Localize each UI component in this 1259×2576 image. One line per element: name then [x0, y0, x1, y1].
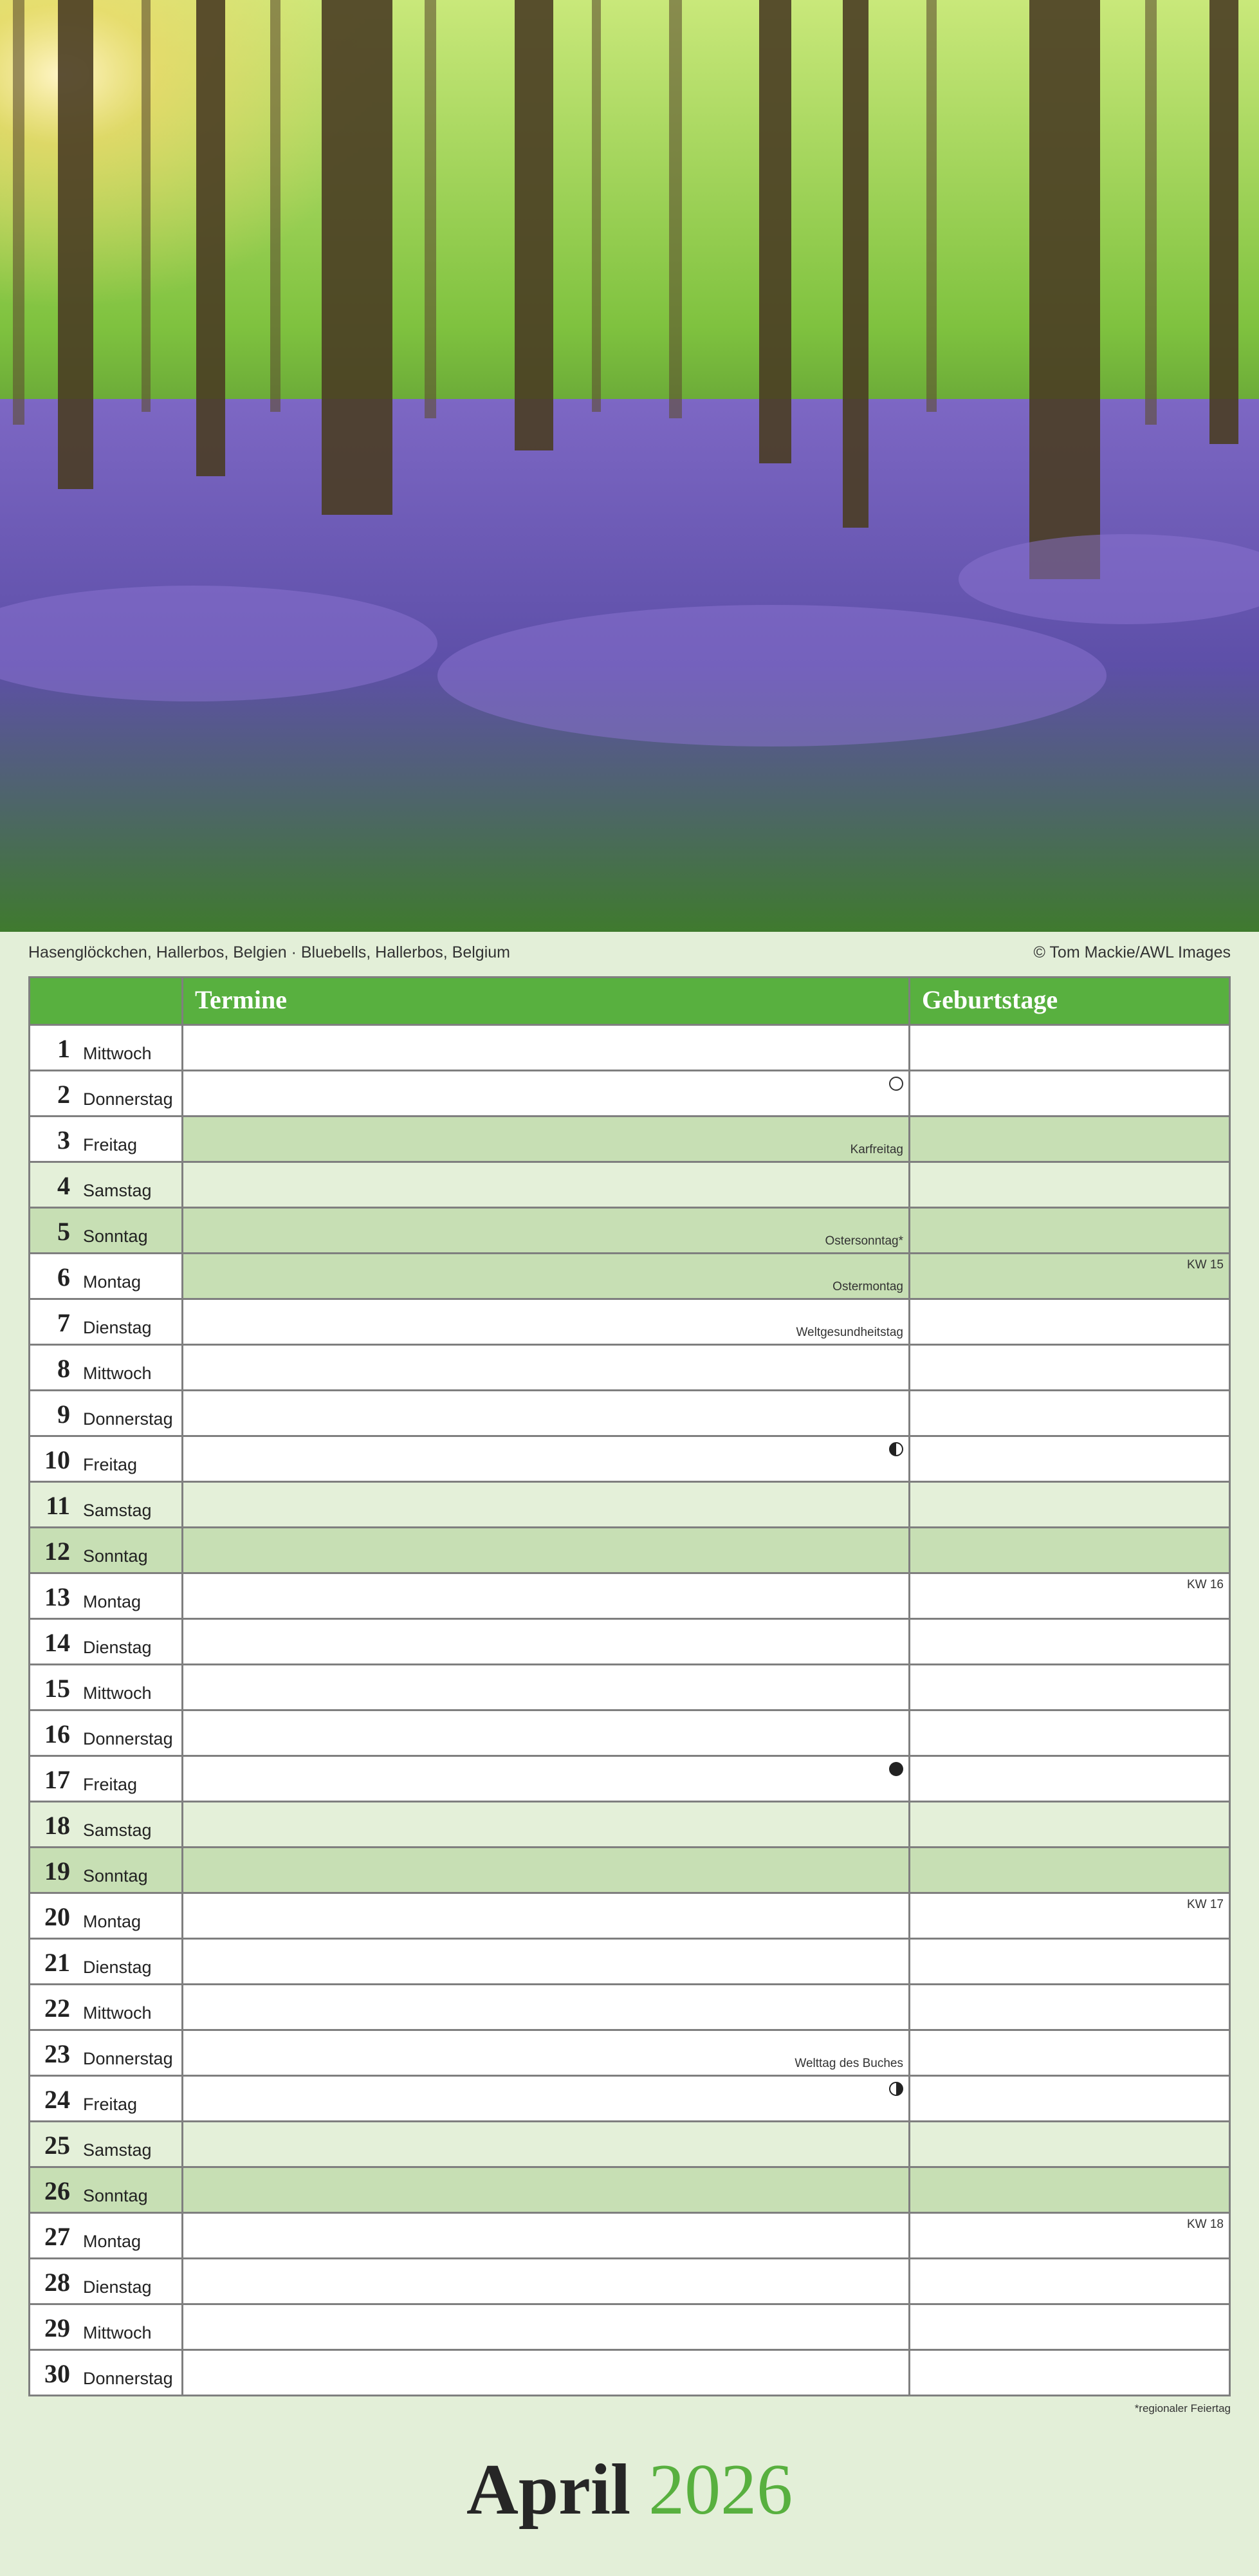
- weekday-name: Freitag: [83, 2095, 138, 2114]
- weekday-name: Samstag: [83, 1501, 152, 1520]
- year: 2026: [648, 2450, 793, 2530]
- calendar-week-label: KW 16: [1186, 1578, 1224, 1591]
- table-header: [30, 978, 1229, 1024]
- termine-cell[interactable]: [183, 2351, 910, 2395]
- termine-cell[interactable]: [183, 1300, 910, 1344]
- day-cell: [30, 1985, 183, 2029]
- day-number: 26: [44, 2176, 70, 2205]
- weekday-name: Mittwoch: [83, 1044, 152, 1063]
- termine-cell[interactable]: [183, 1163, 910, 1207]
- day-cell: [30, 1117, 183, 1161]
- photo-caption: Hasenglöckchen, Hallerbos, Belgien · Bluebells, Hallerbos, Belgium: [28, 943, 510, 961]
- day-cell: [30, 1026, 183, 1070]
- geburtstage-cell[interactable]: [910, 1894, 1229, 1938]
- termine-cell[interactable]: [183, 1665, 910, 1709]
- termine-cell[interactable]: [183, 2305, 910, 2349]
- termine-cell[interactable]: [183, 1985, 910, 2029]
- day-row: [30, 2349, 1229, 2395]
- geburtstage-cell[interactable]: [910, 2168, 1229, 2212]
- day-number: 4: [57, 1171, 70, 1200]
- day-cell: [30, 2168, 183, 2212]
- termine-cell[interactable]: [183, 1209, 910, 1252]
- day-cell: [30, 1574, 183, 1618]
- termine-cell[interactable]: [183, 1848, 910, 1892]
- weekday-name: Montag: [83, 1272, 142, 1292]
- geburtstage-cell[interactable]: [910, 1163, 1229, 1207]
- day-row: [30, 2212, 1229, 2257]
- day-row: [30, 1572, 1229, 1618]
- day-number: 11: [46, 1491, 70, 1520]
- moon-phase-last-icon: [889, 1442, 903, 1456]
- weekday-name: Montag: [83, 1592, 142, 1611]
- day-row: [30, 1801, 1229, 1846]
- day-number: 14: [44, 1628, 70, 1657]
- geburtstage-cell[interactable]: [910, 1209, 1229, 1252]
- termine-cell[interactable]: [183, 2122, 910, 2166]
- weekday-name: Mittwoch: [83, 1683, 152, 1703]
- day-cell: [30, 1483, 183, 1526]
- day-number: 10: [44, 1445, 70, 1474]
- day-number: 27: [44, 2222, 70, 2251]
- day-cell: [30, 1391, 183, 1435]
- day-row: [30, 1161, 1229, 1207]
- weekday-name: Donnerstag: [83, 1089, 173, 1109]
- day-row: [30, 2120, 1229, 2166]
- geburtstage-cell[interactable]: [910, 1437, 1229, 1481]
- day-number: 1: [57, 1034, 70, 1063]
- geburtstage-cell[interactable]: [910, 1391, 1229, 1435]
- weekday-name: Sonntag: [83, 2186, 148, 2205]
- weekday-name: Mittwoch: [83, 2003, 152, 2023]
- month-title: [0, 2449, 1259, 2532]
- weekday-name: Freitag: [83, 1455, 138, 1474]
- termine-cell[interactable]: [183, 1894, 910, 1938]
- termine-cell[interactable]: [183, 1437, 910, 1481]
- day-row: [30, 1207, 1229, 1252]
- geburtstage-cell[interactable]: [910, 1620, 1229, 1663]
- day-cell: [30, 1071, 183, 1115]
- day-note: Ostersonntag*: [825, 1234, 903, 1248]
- day-row: [30, 1846, 1229, 1892]
- weekday-name: Dienstag: [83, 1958, 152, 1977]
- header-termine: Termine: [183, 978, 910, 1024]
- geburtstage-cell[interactable]: [910, 1848, 1229, 1892]
- day-cell: [30, 1437, 183, 1481]
- day-cell: [30, 1848, 183, 1892]
- day-number: 3: [57, 1126, 70, 1154]
- geburtstage-cell[interactable]: [910, 1346, 1229, 1389]
- day-cell: [30, 2031, 183, 2075]
- day-number: 19: [44, 1857, 70, 1886]
- day-number: 15: [44, 1674, 70, 1703]
- day-cell: [30, 2122, 183, 2166]
- calendar-week-label: KW 15: [1186, 1258, 1224, 1272]
- day-cell: [30, 2077, 183, 2120]
- geburtstage-cell[interactable]: [910, 2305, 1229, 2349]
- photo-credit: © Tom Mackie/AWL Images: [1033, 943, 1231, 961]
- day-row: [30, 1252, 1229, 1298]
- geburtstage-cell[interactable]: [910, 1665, 1229, 1709]
- day-row: [30, 2166, 1229, 2212]
- termine-cell[interactable]: [183, 1346, 910, 1389]
- day-cell: [30, 2305, 183, 2349]
- weekday-name: Dienstag: [83, 1638, 152, 1657]
- weekday-name: Dienstag: [83, 1318, 152, 1337]
- day-row: [30, 2257, 1229, 2303]
- day-cell: [30, 1711, 183, 1755]
- day-number: 5: [57, 1217, 70, 1246]
- day-cell: [30, 1665, 183, 1709]
- moon-phase-full-icon: [889, 1762, 903, 1776]
- day-row: [30, 1481, 1229, 1526]
- geburtstage-cell[interactable]: [910, 1117, 1229, 1161]
- day-row: [30, 1892, 1229, 1938]
- geburtstage-cell[interactable]: [910, 2122, 1229, 2166]
- geburtstage-cell[interactable]: [910, 1574, 1229, 1618]
- termine-cell[interactable]: [183, 2214, 910, 2257]
- weekday-name: Donnerstag: [83, 1409, 173, 1429]
- day-row: [30, 1663, 1229, 1709]
- termine-cell[interactable]: [183, 2259, 910, 2303]
- day-cell: [30, 1620, 183, 1663]
- day-cell: [30, 1802, 183, 1846]
- termine-cell[interactable]: [183, 1711, 910, 1755]
- forest-illustration: [0, 0, 1259, 932]
- termine-cell[interactable]: [183, 1620, 910, 1663]
- day-cell: [30, 2259, 183, 2303]
- day-number: 8: [57, 1354, 70, 1383]
- termine-cell[interactable]: [183, 1117, 910, 1161]
- day-number: 16: [44, 1719, 70, 1748]
- month-name: April: [466, 2450, 631, 2530]
- footnote: *regionaler Feiertag: [1134, 2402, 1231, 2414]
- day-number: 6: [57, 1263, 70, 1292]
- geburtstage-cell[interactable]: [910, 2259, 1229, 2303]
- termine-cell[interactable]: [183, 1026, 910, 1070]
- header-day-cell: [30, 978, 183, 1024]
- day-cell: [30, 1300, 183, 1344]
- termine-cell[interactable]: [183, 2031, 910, 2075]
- termine-cell[interactable]: [183, 1071, 910, 1115]
- day-cell: [30, 1163, 183, 1207]
- geburtstage-cell[interactable]: [910, 1528, 1229, 1572]
- day-cell: [30, 1757, 183, 1801]
- geburtstage-cell[interactable]: [910, 1071, 1229, 1115]
- termine-cell[interactable]: [183, 2077, 910, 2120]
- day-row: [30, 1709, 1229, 1755]
- weekday-name: Dienstag: [83, 2277, 152, 2297]
- geburtstage-cell[interactable]: [910, 1254, 1229, 1298]
- day-row: [30, 2029, 1229, 2075]
- weekday-name: Donnerstag: [83, 2049, 173, 2068]
- weekday-name: Mittwoch: [83, 1364, 152, 1383]
- calendar-table: [28, 976, 1231, 2396]
- moon-phase-new-icon: [889, 1077, 903, 1091]
- day-number: 12: [44, 1537, 70, 1566]
- weekday-name: Sonntag: [83, 1227, 148, 1246]
- day-row: [30, 1526, 1229, 1572]
- day-number: 2: [57, 1080, 70, 1109]
- day-number: 9: [57, 1400, 70, 1429]
- geburtstage-cell[interactable]: [910, 1757, 1229, 1801]
- day-cell: [30, 1254, 183, 1298]
- termine-cell[interactable]: [183, 1391, 910, 1435]
- day-number: 7: [57, 1308, 70, 1337]
- weekday-name: Sonntag: [83, 1546, 148, 1566]
- day-row: [30, 1344, 1229, 1389]
- termine-cell[interactable]: [183, 1802, 910, 1846]
- day-number: 18: [44, 1811, 70, 1840]
- day-note: Weltgesundheitstag: [796, 1326, 903, 1339]
- geburtstage-cell[interactable]: [910, 1940, 1229, 1983]
- geburtstage-cell[interactable]: [910, 1711, 1229, 1755]
- day-row: [30, 1389, 1229, 1435]
- termine-cell[interactable]: [183, 1483, 910, 1526]
- geburtstage-cell[interactable]: [910, 2214, 1229, 2257]
- bluebell-forest-photo: [0, 0, 1259, 932]
- termine-cell[interactable]: [183, 1574, 910, 1618]
- weekday-name: Samstag: [83, 1181, 152, 1200]
- day-number: 29: [44, 2313, 70, 2342]
- day-row: [30, 1983, 1229, 2029]
- day-number: 28: [44, 2268, 70, 2297]
- day-cell: [30, 1209, 183, 1252]
- day-row: [30, 1070, 1229, 1115]
- day-cell: [30, 1894, 183, 1938]
- termine-cell[interactable]: [183, 1940, 910, 1983]
- termine-cell[interactable]: [183, 1757, 910, 1801]
- day-cell: [30, 1346, 183, 1389]
- day-cell: [30, 2214, 183, 2257]
- termine-cell[interactable]: [183, 1254, 910, 1298]
- termine-cell[interactable]: [183, 2168, 910, 2212]
- geburtstage-cell[interactable]: [910, 1483, 1229, 1526]
- calendar-week-label: KW 17: [1186, 1898, 1224, 1911]
- day-number: 17: [44, 1765, 70, 1794]
- geburtstage-cell[interactable]: [910, 2077, 1229, 2120]
- day-number: 20: [44, 1902, 70, 1931]
- day-row: [30, 2303, 1229, 2349]
- weekday-name: Freitag: [83, 1135, 138, 1154]
- day-note: Ostermontag: [832, 1280, 903, 1293]
- day-note: Karfreitag: [850, 1143, 903, 1156]
- day-row: [30, 1115, 1229, 1161]
- day-row: [30, 1755, 1229, 1801]
- day-note: Welttag des Buches: [795, 2057, 903, 2070]
- day-number: 21: [44, 1948, 70, 1977]
- day-row: [30, 2075, 1229, 2120]
- weekday-name: Montag: [83, 1912, 142, 1931]
- day-number: 30: [44, 2359, 70, 2388]
- weekday-name: Donnerstag: [83, 1729, 173, 1748]
- weekday-name: Samstag: [83, 2140, 152, 2160]
- day-row: [30, 1938, 1229, 1983]
- calendar-week-label: KW 18: [1186, 2218, 1224, 2231]
- weekday-name: Freitag: [83, 1775, 138, 1794]
- geburtstage-cell[interactable]: [910, 2031, 1229, 2075]
- day-rows: [30, 1024, 1229, 2395]
- day-cell: [30, 1528, 183, 1572]
- day-cell: [30, 1940, 183, 1983]
- day-number: 24: [44, 2085, 70, 2114]
- header-geburtstage: Geburtstage: [922, 985, 1058, 1014]
- day-number: 23: [44, 2039, 70, 2068]
- geburtstage-cell[interactable]: [910, 1802, 1229, 1846]
- weekday-name: Donnerstag: [83, 2369, 173, 2388]
- day-number: 13: [44, 1582, 70, 1611]
- geburtstage-cell[interactable]: [910, 1985, 1229, 2029]
- termine-cell[interactable]: [183, 1528, 910, 1572]
- day-row: [30, 1024, 1229, 1070]
- day-row: [30, 1435, 1229, 1481]
- weekday-name: Samstag: [83, 1821, 152, 1840]
- day-cell: [30, 2351, 183, 2395]
- moon-phase-first-icon: [889, 2082, 903, 2096]
- geburtstage-cell[interactable]: [910, 1300, 1229, 1344]
- weekday-name: Sonntag: [83, 1866, 148, 1886]
- weekday-name: Montag: [83, 2232, 142, 2251]
- day-number: 25: [44, 2131, 70, 2160]
- geburtstage-cell[interactable]: [910, 1026, 1229, 1070]
- day-row: [30, 1298, 1229, 1344]
- day-row: [30, 1618, 1229, 1663]
- weekday-name: Mittwoch: [83, 2323, 152, 2342]
- geburtstage-cell[interactable]: [910, 2351, 1229, 2395]
- day-number: 22: [44, 1994, 70, 2023]
